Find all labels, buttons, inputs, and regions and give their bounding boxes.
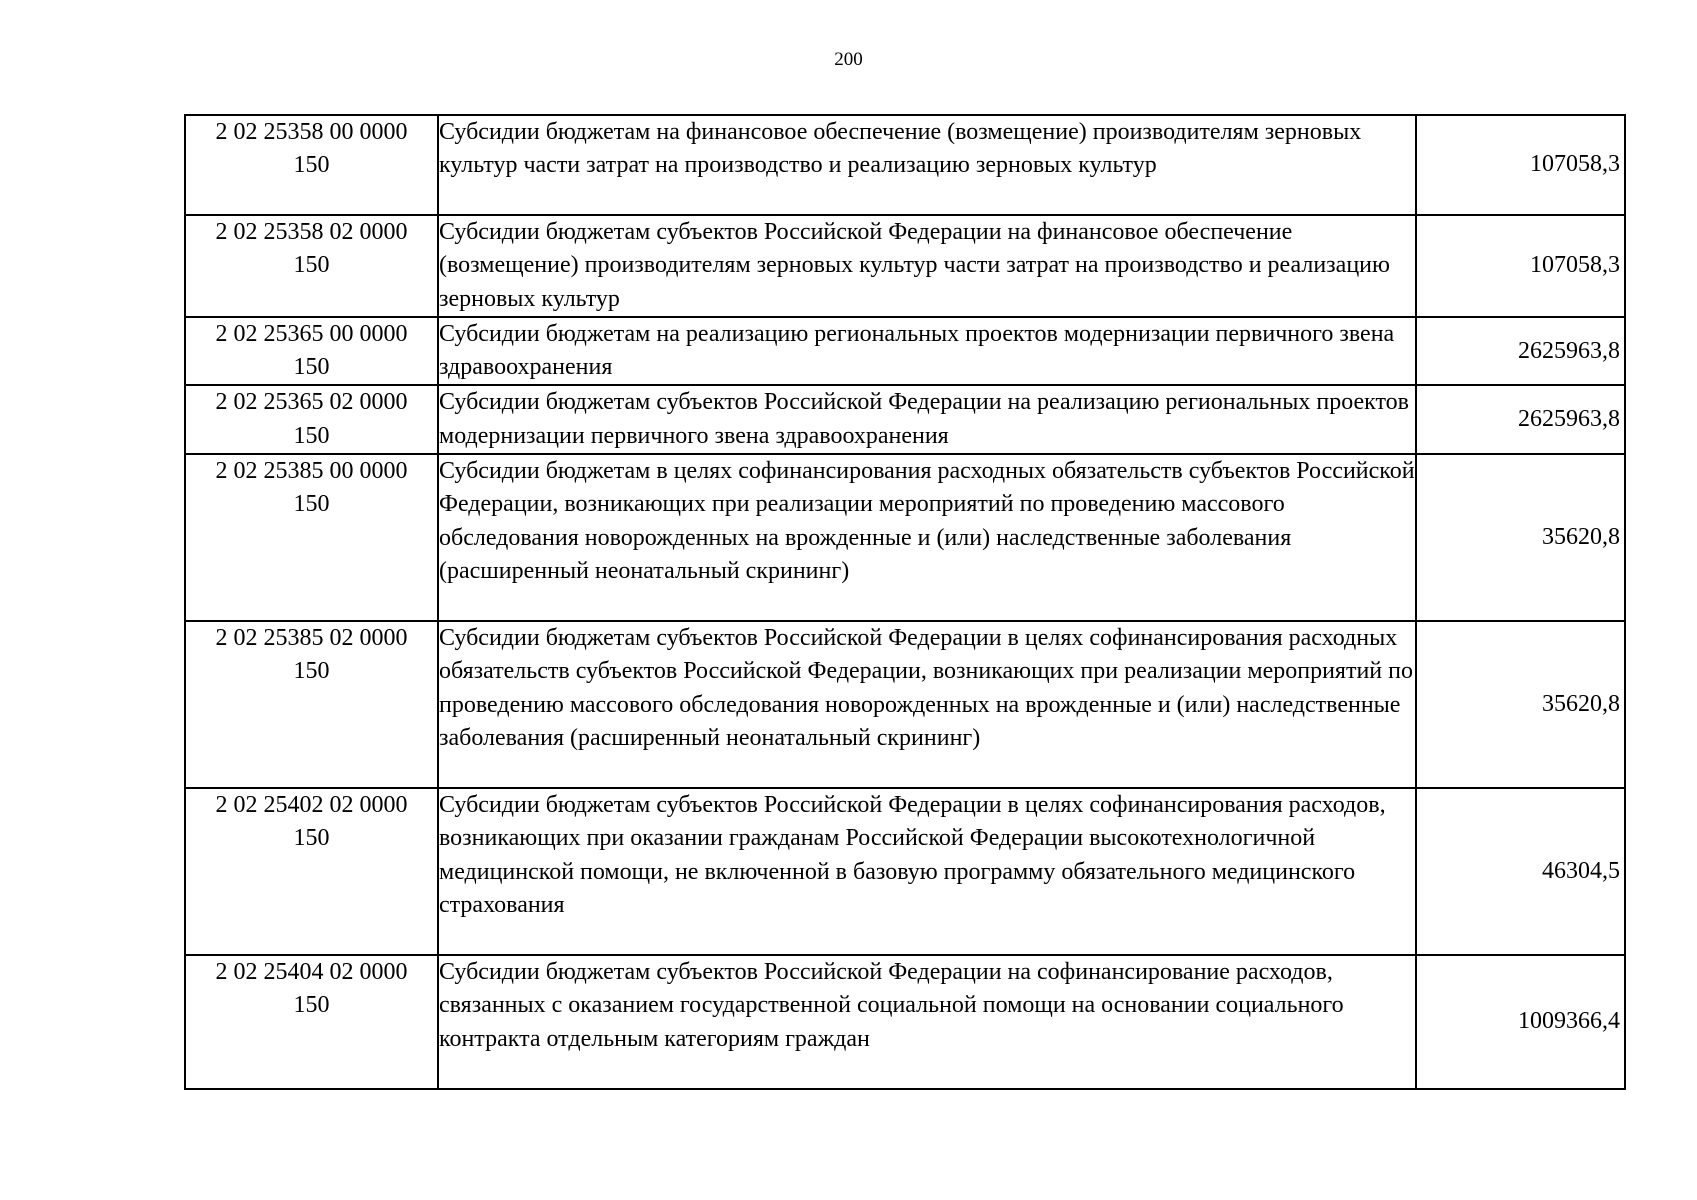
budget-code: 2 02 25358 02 0000: [215, 219, 408, 245]
table-row: [185, 385, 1625, 454]
description-cell: Субсидии бюджетам на реализацию региональных проектов модернизации первичного звена здравоохранения: [438, 317, 1416, 386]
budget-code-cell: [185, 215, 438, 317]
budget-code: 2 02 25365 00 0000: [215, 320, 408, 347]
description-cell: Субсидии бюджетам в целях софинансирования расходных обязательств субъектов Российской Федерации, возникающих при реализации мероприятий по проведению массового обследования новорожденных на врожденные и (или) наследственные заболевания (расширенный неонатальный скрининг): [438, 454, 1416, 621]
description-cell: Субсидии бюджетам субъектов Российской Федерации в целях софинансирования расходов, возникающих при оказании гражданам Российской Федерации высокотехнологичной медицинской помощи, не включенной в базовую программу обязательного медицинского страхования: [438, 788, 1416, 955]
amount-cell: 107058,3: [1416, 115, 1625, 215]
table-row: [185, 955, 1625, 1089]
table-row: [185, 621, 1625, 788]
description-cell: Субсидии бюджетам субъектов Российской Федерации на реализацию региональных проектов модернизации первичного звена здравоохранения: [438, 385, 1416, 454]
description-cell: Субсидии бюджетам субъектов Российской Федерации в целях софинансирования расходных обязательств субъектов Российской Федерации, возникающих при реализации мероприятий по проведению массового обследования новорожденных на врожденные и (или) наследственные заболевания (расширенный неонатальный скрининг): [438, 621, 1416, 788]
table-row: [185, 115, 1625, 215]
description-cell: Субсидии бюджетам субъектов Российской Федерации на финансовое обеспечение (возмещение) производителям зерновых культур части затрат на производство и реализацию зерновых культур: [438, 215, 1416, 317]
budget-revenue-table: [184, 114, 1626, 1090]
table-row: [185, 215, 1625, 317]
budget-code-cell: [185, 788, 438, 955]
budget-code-suffix: 150: [293, 354, 330, 381]
amount-cell: 46304,5: [1416, 788, 1625, 955]
budget-code: 2 02 25358 00 0000: [215, 119, 408, 145]
description-cell: Субсидии бюджетам на финансовое обеспечение (возмещение) производителям зерновых культур части затрат на производство и реализацию зерновых культур: [438, 115, 1416, 215]
budget-code-cell: [185, 317, 438, 386]
amount-cell: 1009366,4: [1416, 955, 1625, 1089]
table-row: [185, 788, 1625, 955]
budget-code-suffix: 150: [293, 152, 330, 179]
description-cell: Субсидии бюджетам субъектов Российской Федерации на софинансирование расходов, связанных с оказанием государственной социальной помощи на основании социального контракта отдельным категориям граждан: [438, 955, 1416, 1089]
budget-code-cell: [185, 385, 438, 454]
page-number: 200: [834, 49, 863, 70]
amount-cell: 2625963,8: [1416, 385, 1625, 454]
amount-cell: 2625963,8: [1416, 317, 1625, 386]
budget-code-suffix: 150: [293, 992, 330, 1019]
amount-cell: 107058,3: [1416, 215, 1625, 317]
budget-code-suffix: 150: [293, 658, 330, 685]
budget-code-suffix: 150: [293, 422, 330, 449]
table-row: [185, 317, 1625, 386]
budget-code: 2 02 25385 02 0000: [215, 625, 408, 652]
budget-code-suffix: 150: [293, 491, 330, 518]
table-row: [185, 454, 1625, 621]
budget-code-suffix: 150: [293, 252, 330, 279]
budget-code-suffix: 150: [293, 825, 330, 852]
budget-code-cell: [185, 621, 438, 788]
budget-code-cell: [185, 955, 438, 1089]
budget-code: 2 02 25385 00 0000: [215, 458, 408, 485]
budget-code-cell: [185, 115, 438, 215]
budget-code-cell: [185, 454, 438, 621]
budget-code: 2 02 25404 02 0000: [215, 959, 408, 986]
budget-code: 2 02 25365 02 0000: [215, 389, 408, 416]
amount-cell: 35620,8: [1416, 621, 1625, 788]
amount-cell: 35620,8: [1416, 454, 1625, 621]
budget-code: 2 02 25402 02 0000: [215, 792, 408, 819]
